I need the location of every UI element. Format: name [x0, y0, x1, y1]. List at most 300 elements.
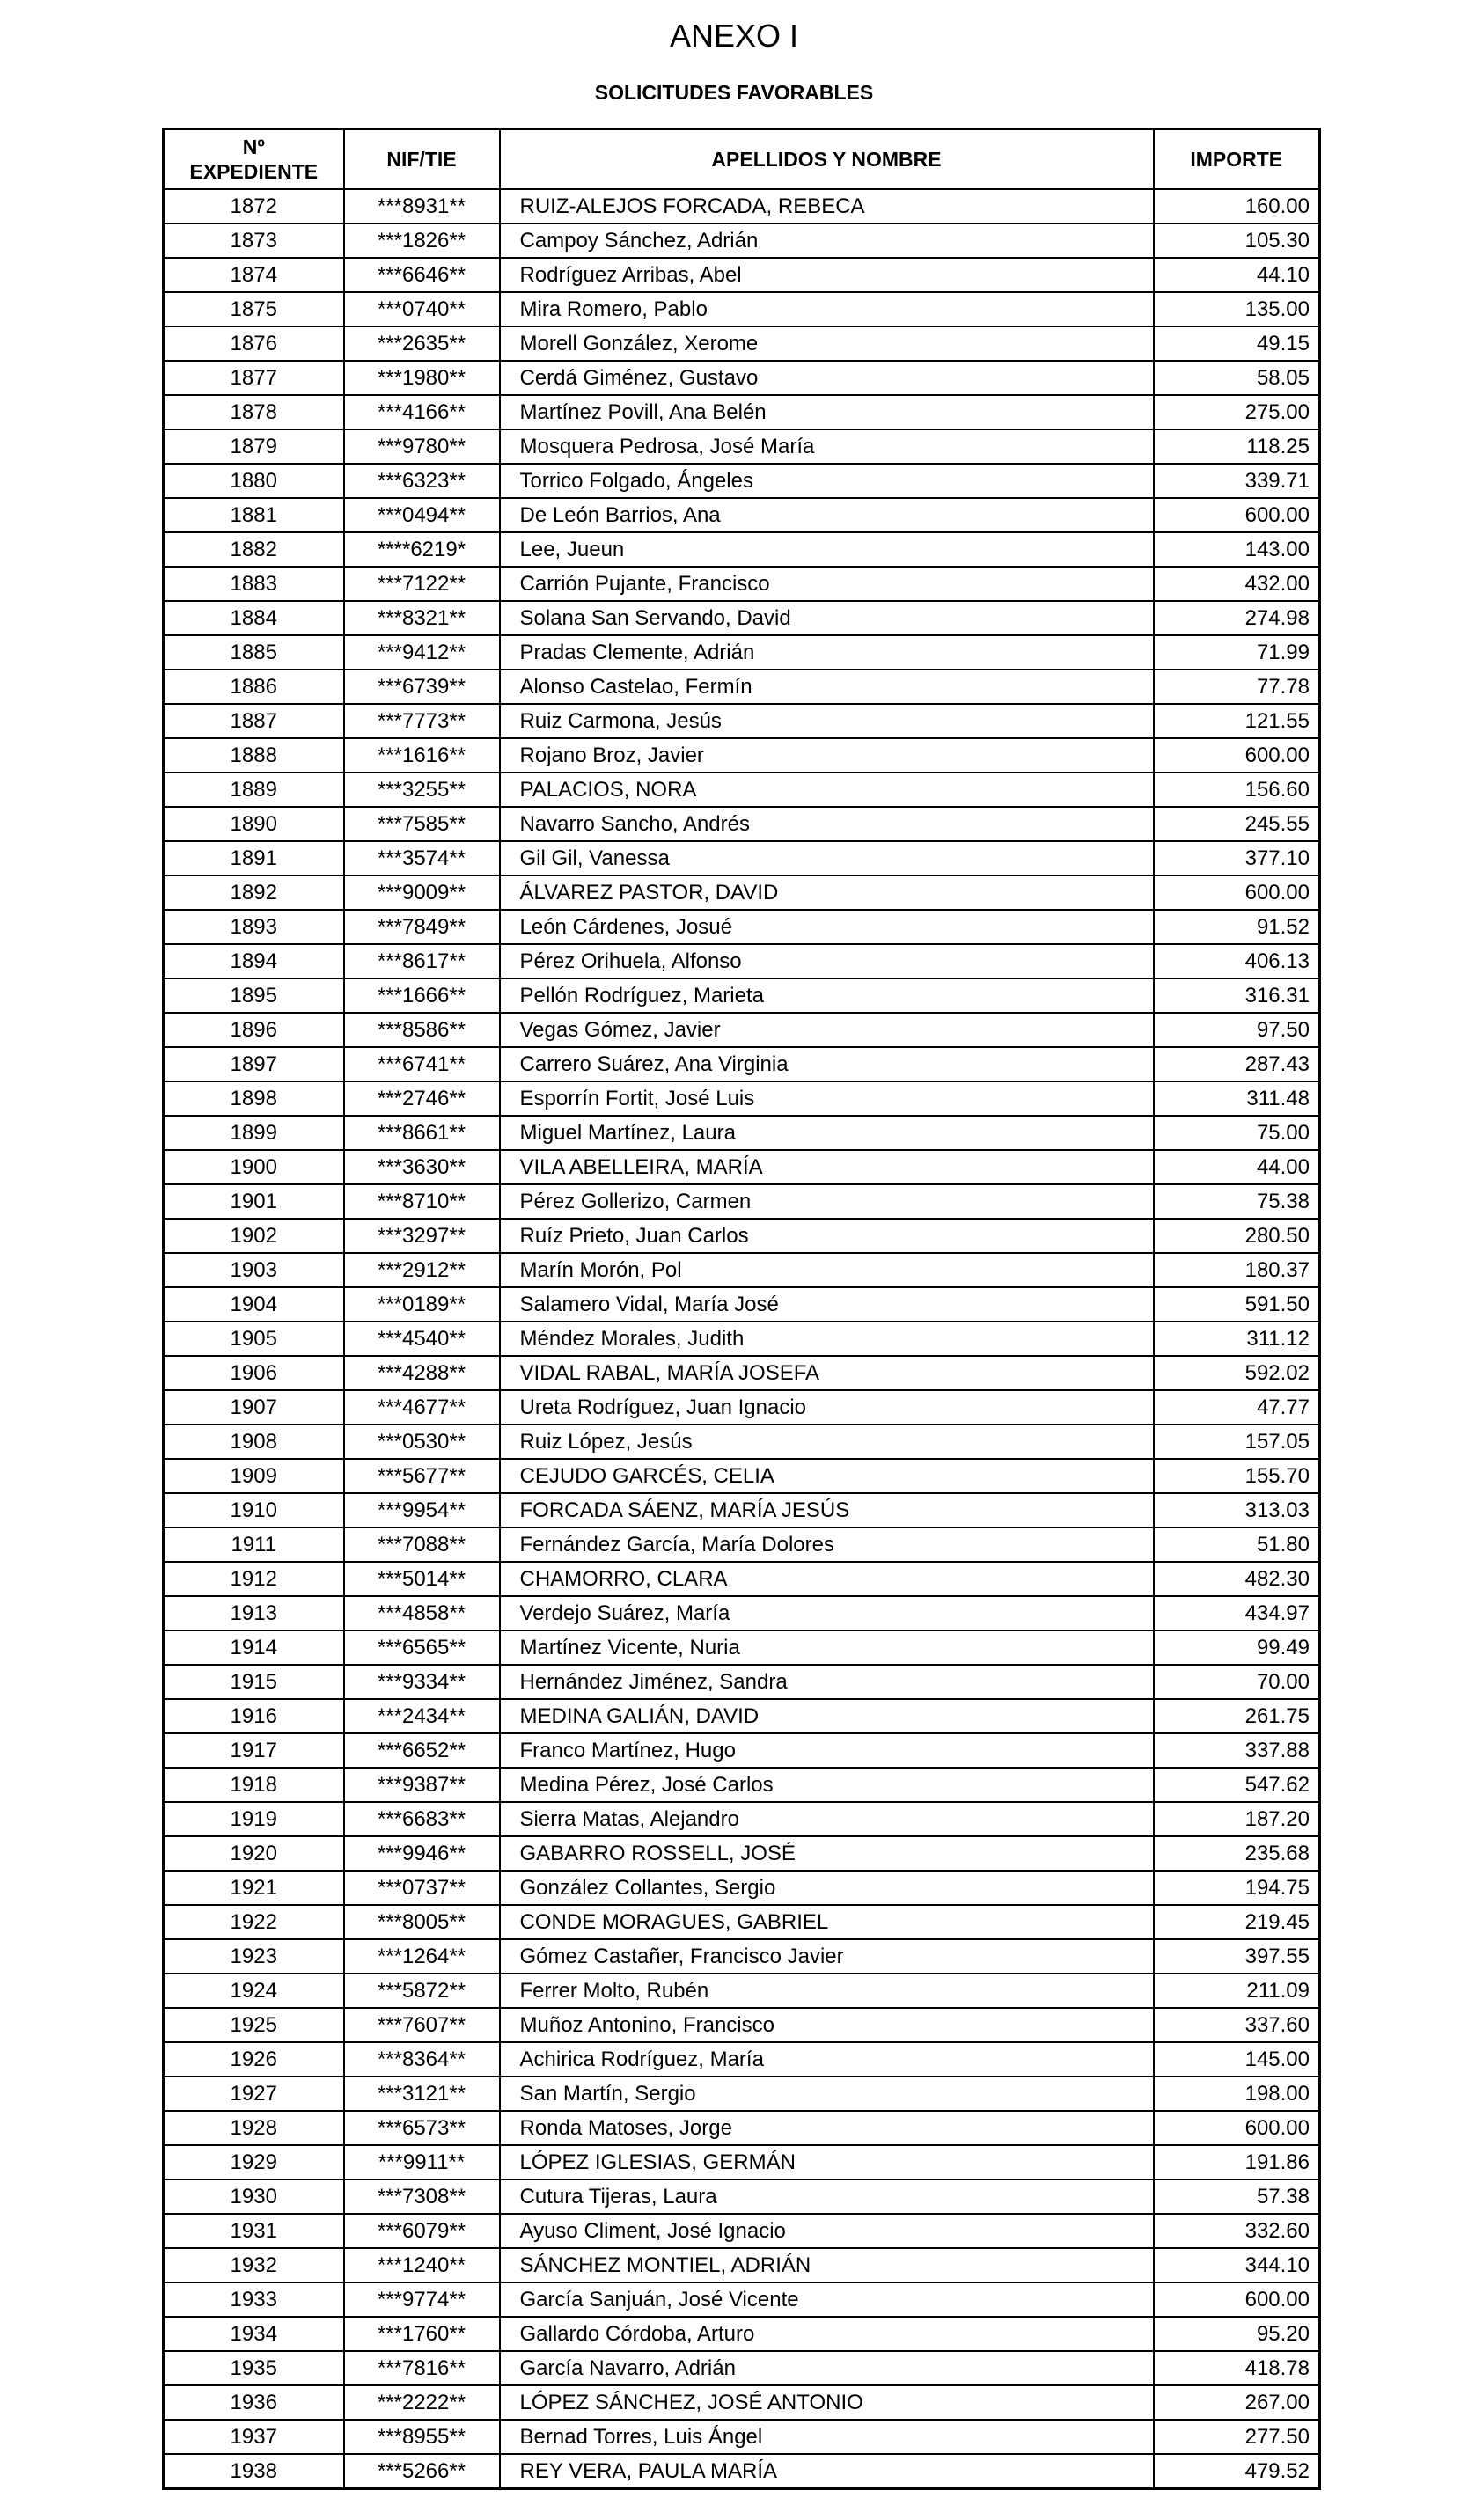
cell-expediente: 1893	[164, 910, 344, 944]
cell-nombre: Morell González, Xerome	[500, 326, 1154, 361]
cell-nombre: Navarro Sancho, Andrés	[500, 807, 1154, 841]
cell-importe: 592.02	[1154, 1356, 1320, 1390]
cell-importe: 547.62	[1154, 1768, 1320, 1802]
table-row	[164, 361, 1320, 395]
cell-importe: 44.10	[1154, 258, 1320, 292]
cell-expediente: 1892	[164, 875, 344, 910]
cell-importe: 135.00	[1154, 292, 1320, 326]
table-row	[164, 258, 1320, 292]
cell-nif: ***9780**	[344, 429, 500, 464]
header-expediente	[164, 129, 344, 190]
cell-nif: ***5677**	[344, 1459, 500, 1493]
cell-nif: ***6565**	[344, 1630, 500, 1665]
table-row	[164, 1974, 1320, 2008]
cell-nombre: Ruíz Prieto, Juan Carlos	[500, 1219, 1154, 1253]
cell-nif: ***4166**	[344, 395, 500, 429]
cell-importe: 187.20	[1154, 1802, 1320, 1836]
cell-expediente: 1876	[164, 326, 344, 361]
table-row	[164, 2454, 1320, 2489]
table-row	[164, 1150, 1320, 1184]
table-row	[164, 1630, 1320, 1665]
cell-expediente: 1915	[164, 1665, 344, 1699]
table-row	[164, 978, 1320, 1013]
table-row	[164, 1939, 1320, 1974]
cell-nombre: Gallardo Córdoba, Arturo	[500, 2317, 1154, 2351]
cell-nombre: Ruiz Carmona, Jesús	[500, 704, 1154, 738]
table-row	[164, 2282, 1320, 2317]
cell-nombre: PALACIOS, NORA	[500, 773, 1154, 807]
cell-expediente: 1907	[164, 1390, 344, 1425]
cell-nombre: VIDAL RABAL, MARÍA JOSEFA	[500, 1356, 1154, 1390]
cell-importe: 49.15	[1154, 326, 1320, 361]
cell-expediente: 1922	[164, 1905, 344, 1939]
cell-importe: 339.71	[1154, 464, 1320, 498]
cell-nombre: Pérez Gollerizo, Carmen	[500, 1184, 1154, 1219]
table-row	[164, 223, 1320, 258]
cell-nif: ***0740**	[344, 292, 500, 326]
cell-importe: 332.60	[1154, 2214, 1320, 2248]
cell-nombre: Mira Romero, Pablo	[500, 292, 1154, 326]
cell-importe: 287.43	[1154, 1047, 1320, 1081]
cell-nombre: Martínez Vicente, Nuria	[500, 1630, 1154, 1665]
cell-nombre: CHAMORRO, CLARA	[500, 1562, 1154, 1596]
table-row	[164, 1047, 1320, 1081]
cell-nif: ***7122**	[344, 567, 500, 601]
cell-importe: 51.80	[1154, 1527, 1320, 1562]
cell-nif: ***6652**	[344, 1733, 500, 1768]
cell-nombre: REY VERA, PAULA MARÍA	[500, 2454, 1154, 2489]
cell-expediente: 1898	[164, 1081, 344, 1116]
cell-importe: 591.50	[1154, 1287, 1320, 1322]
cell-importe: 377.10	[1154, 841, 1320, 875]
header-nif: NIF/TIE	[344, 129, 500, 190]
cell-nif: ***9954**	[344, 1493, 500, 1527]
cell-importe: 274.98	[1154, 601, 1320, 635]
cell-expediente: 1921	[164, 1871, 344, 1905]
cell-expediente: 1926	[164, 2042, 344, 2077]
table-row	[164, 807, 1320, 841]
cell-nif: ***4858**	[344, 1596, 500, 1630]
cell-nif: ***9774**	[344, 2282, 500, 2317]
table-row	[164, 1493, 1320, 1527]
cell-nombre: Bernad Torres, Luis Ángel	[500, 2420, 1154, 2454]
cell-expediente: 1884	[164, 601, 344, 635]
table-row	[164, 2385, 1320, 2420]
cell-nif: ***2434**	[344, 1699, 500, 1733]
cell-expediente: 1918	[164, 1768, 344, 1802]
table-row	[164, 944, 1320, 978]
cell-nombre: Rodríguez Arribas, Abel	[500, 258, 1154, 292]
cell-nif: ***8661**	[344, 1116, 500, 1150]
cell-nombre: MEDINA GALIÁN, DAVID	[500, 1699, 1154, 1733]
cell-expediente: 1889	[164, 773, 344, 807]
cell-nif: ***9412**	[344, 635, 500, 670]
cell-importe: 313.03	[1154, 1493, 1320, 1527]
header-expediente-line2: EXPEDIENTE	[189, 160, 319, 183]
cell-nombre: Gómez Castañer, Francisco Javier	[500, 1939, 1154, 1974]
table-row	[164, 1219, 1320, 1253]
cell-nif: ***6323**	[344, 464, 500, 498]
cell-expediente: 1891	[164, 841, 344, 875]
cell-expediente: 1880	[164, 464, 344, 498]
table-body	[164, 189, 1320, 2489]
cell-importe: 600.00	[1154, 875, 1320, 910]
cell-nombre: Ayuso Climent, José Ignacio	[500, 2214, 1154, 2248]
cell-expediente: 1919	[164, 1802, 344, 1836]
cell-nif: ***4677**	[344, 1390, 500, 1425]
cell-expediente: 1875	[164, 292, 344, 326]
table-row	[164, 429, 1320, 464]
cell-expediente: 1872	[164, 189, 344, 223]
cell-nombre: Verdejo Suárez, María	[500, 1596, 1154, 1630]
cell-importe: 600.00	[1154, 738, 1320, 773]
cell-expediente: 1923	[164, 1939, 344, 1974]
cell-importe: 406.13	[1154, 944, 1320, 978]
cell-expediente: 1905	[164, 1322, 344, 1356]
cell-importe: 160.00	[1154, 189, 1320, 223]
table-row	[164, 2179, 1320, 2214]
header-importe: IMPORTE	[1154, 129, 1320, 190]
cell-nombre: Rojano Broz, Javier	[500, 738, 1154, 773]
cell-nif: ***0530**	[344, 1425, 500, 1459]
cell-nombre: Ferrer Molto, Rubén	[500, 1974, 1154, 2008]
table-row	[164, 2317, 1320, 2351]
cell-importe: 482.30	[1154, 1562, 1320, 1596]
table-row	[164, 2214, 1320, 2248]
cell-importe: 75.38	[1154, 1184, 1320, 1219]
cell-nif: ***9911**	[344, 2145, 500, 2179]
table-row	[164, 2111, 1320, 2145]
cell-expediente: 1899	[164, 1116, 344, 1150]
table-row	[164, 292, 1320, 326]
table-header-row	[164, 129, 1320, 190]
cell-nif: ***8617**	[344, 944, 500, 978]
cell-importe: 275.00	[1154, 395, 1320, 429]
cell-importe: 267.00	[1154, 2385, 1320, 2420]
cell-nif: ***3255**	[344, 773, 500, 807]
cell-expediente: 1874	[164, 258, 344, 292]
cell-nombre: Carrión Pujante, Francisco	[500, 567, 1154, 601]
cell-nombre: Alonso Castelao, Fermín	[500, 670, 1154, 704]
cell-nif: ***5014**	[344, 1562, 500, 1596]
cell-expediente: 1873	[164, 223, 344, 258]
table-row	[164, 2077, 1320, 2111]
table-row	[164, 1322, 1320, 1356]
cell-expediente: 1877	[164, 361, 344, 395]
cell-nombre: Pellón Rodríguez, Marieta	[500, 978, 1154, 1013]
solicitudes-table	[162, 128, 1321, 2490]
cell-importe: 434.97	[1154, 1596, 1320, 1630]
cell-nombre: Miguel Martínez, Laura	[500, 1116, 1154, 1150]
cell-importe: 261.75	[1154, 1699, 1320, 1733]
cell-importe: 75.00	[1154, 1116, 1320, 1150]
table-row	[164, 635, 1320, 670]
cell-importe: 397.55	[1154, 1939, 1320, 1974]
cell-nif: ***0737**	[344, 1871, 500, 1905]
cell-nombre: Marín Morón, Pol	[500, 1253, 1154, 1287]
cell-nif: ***1616**	[344, 738, 500, 773]
table-row	[164, 875, 1320, 910]
table-row	[164, 2248, 1320, 2282]
cell-nif: ***1666**	[344, 978, 500, 1013]
cell-expediente: 1931	[164, 2214, 344, 2248]
cell-nif: ***9946**	[344, 1836, 500, 1871]
cell-expediente: 1885	[164, 635, 344, 670]
cell-expediente: 1935	[164, 2351, 344, 2385]
header-expediente-line1: Nº	[242, 136, 265, 158]
cell-expediente: 1888	[164, 738, 344, 773]
cell-nif: ***6573**	[344, 2111, 500, 2145]
cell-expediente: 1881	[164, 498, 344, 532]
cell-importe: 316.31	[1154, 978, 1320, 1013]
cell-nombre: LÓPEZ SÁNCHEZ, JOSÉ ANTONIO	[500, 2385, 1154, 2420]
cell-nombre: García Sanjuán, José Vicente	[500, 2282, 1154, 2317]
cell-nombre: Vegas Gómez, Javier	[500, 1013, 1154, 1047]
cell-nombre: Ronda Matoses, Jorge	[500, 2111, 1154, 2145]
table-row	[164, 1013, 1320, 1047]
cell-nif: ***3574**	[344, 841, 500, 875]
cell-importe: 311.48	[1154, 1081, 1320, 1116]
cell-importe: 77.78	[1154, 670, 1320, 704]
cell-nif: ***8955**	[344, 2420, 500, 2454]
cell-nif: ***6079**	[344, 2214, 500, 2248]
cell-nombre: De León Barrios, Ana	[500, 498, 1154, 532]
cell-importe: 118.25	[1154, 429, 1320, 464]
cell-importe: 44.00	[1154, 1150, 1320, 1184]
cell-importe: 280.50	[1154, 1219, 1320, 1253]
cell-nif: ***2912**	[344, 1253, 500, 1287]
cell-expediente: 1878	[164, 395, 344, 429]
cell-nombre: Cutura Tijeras, Laura	[500, 2179, 1154, 2214]
table-row	[164, 841, 1320, 875]
cell-expediente: 1902	[164, 1219, 344, 1253]
cell-expediente: 1932	[164, 2248, 344, 2282]
cell-importe: 70.00	[1154, 1665, 1320, 1699]
cell-importe: 180.37	[1154, 1253, 1320, 1287]
cell-nif: ***7088**	[344, 1527, 500, 1562]
cell-expediente: 1916	[164, 1699, 344, 1733]
cell-importe: 47.77	[1154, 1390, 1320, 1425]
cell-nif: ***3630**	[344, 1150, 500, 1184]
cell-expediente: 1936	[164, 2385, 344, 2420]
cell-expediente: 1925	[164, 2008, 344, 2042]
cell-nombre: SÁNCHEZ MONTIEL, ADRIÁN	[500, 2248, 1154, 2282]
cell-nif: ***9009**	[344, 875, 500, 910]
table-row	[164, 1905, 1320, 1939]
table-row	[164, 601, 1320, 635]
cell-importe: 57.38	[1154, 2179, 1320, 2214]
cell-importe: 71.99	[1154, 635, 1320, 670]
cell-nombre: García Navarro, Adrián	[500, 2351, 1154, 2385]
cell-nif: ***9334**	[344, 1665, 500, 1699]
cell-nombre: González Collantes, Sergio	[500, 1871, 1154, 1905]
cell-nif: ***2746**	[344, 1081, 500, 1116]
cell-nif: ***6739**	[344, 670, 500, 704]
table-row	[164, 1562, 1320, 1596]
cell-importe: 211.09	[1154, 1974, 1320, 2008]
cell-nombre: San Martín, Sergio	[500, 2077, 1154, 2111]
cell-expediente: 1887	[164, 704, 344, 738]
table-row	[164, 773, 1320, 807]
cell-importe: 155.70	[1154, 1459, 1320, 1493]
cell-expediente: 1897	[164, 1047, 344, 1081]
table-row	[164, 1287, 1320, 1322]
cell-nif: ***6741**	[344, 1047, 500, 1081]
cell-nombre: Ureta Rodríguez, Juan Ignacio	[500, 1390, 1154, 1425]
cell-expediente: 1903	[164, 1253, 344, 1287]
cell-nif: ***3121**	[344, 2077, 500, 2111]
cell-expediente: 1929	[164, 2145, 344, 2179]
cell-expediente: 1908	[164, 1425, 344, 1459]
cell-expediente: 1913	[164, 1596, 344, 1630]
cell-expediente: 1879	[164, 429, 344, 464]
cell-nif: ***4540**	[344, 1322, 500, 1356]
table-row	[164, 1390, 1320, 1425]
cell-nombre: Cerdá Giménez, Gustavo	[500, 361, 1154, 395]
cell-importe: 432.00	[1154, 567, 1320, 601]
table-row	[164, 567, 1320, 601]
cell-nif: ***0189**	[344, 1287, 500, 1322]
cell-importe: 121.55	[1154, 704, 1320, 738]
cell-nif: ***6646**	[344, 258, 500, 292]
cell-nif: ***8586**	[344, 1013, 500, 1047]
cell-importe: 156.60	[1154, 773, 1320, 807]
cell-nombre: Méndez Morales, Judith	[500, 1322, 1154, 1356]
table-row	[164, 670, 1320, 704]
cell-nombre: Medina Pérez, José Carlos	[500, 1768, 1154, 1802]
cell-importe: 600.00	[1154, 2111, 1320, 2145]
cell-expediente: 1920	[164, 1836, 344, 1871]
header-nombre: APELLIDOS Y NOMBRE	[500, 129, 1154, 190]
cell-expediente: 1928	[164, 2111, 344, 2145]
cell-expediente: 1896	[164, 1013, 344, 1047]
cell-nif: ***1240**	[344, 2248, 500, 2282]
table-row	[164, 1802, 1320, 1836]
cell-expediente: 1934	[164, 2317, 344, 2351]
table-row	[164, 464, 1320, 498]
cell-importe: 600.00	[1154, 2282, 1320, 2317]
table-row	[164, 326, 1320, 361]
cell-importe: 97.50	[1154, 1013, 1320, 1047]
cell-importe: 219.45	[1154, 1905, 1320, 1939]
cell-expediente: 1938	[164, 2454, 344, 2489]
table-row	[164, 1425, 1320, 1459]
cell-importe: 194.75	[1154, 1871, 1320, 1905]
cell-expediente: 1910	[164, 1493, 344, 1527]
cell-expediente: 1895	[164, 978, 344, 1013]
table-row	[164, 1836, 1320, 1871]
cell-nombre: Torrico Folgado, Ángeles	[500, 464, 1154, 498]
cell-nif: ***8321**	[344, 601, 500, 635]
cell-nif: ***8710**	[344, 1184, 500, 1219]
cell-nif: ***8364**	[344, 2042, 500, 2077]
table-row	[164, 738, 1320, 773]
cell-nif: ***1760**	[344, 2317, 500, 2351]
cell-importe: 245.55	[1154, 807, 1320, 841]
cell-nombre: Achirica Rodríguez, María	[500, 2042, 1154, 2077]
cell-nombre: FORCADA SÁENZ, MARÍA JESÚS	[500, 1493, 1154, 1527]
table-row	[164, 1184, 1320, 1219]
cell-nif: ***6683**	[344, 1802, 500, 1836]
cell-nif: ***7308**	[344, 2179, 500, 2214]
table-row	[164, 1116, 1320, 1150]
cell-expediente: 1900	[164, 1150, 344, 1184]
table-row	[164, 1081, 1320, 1116]
cell-importe: 105.30	[1154, 223, 1320, 258]
cell-nombre: CEJUDO GARCÉS, CELIA	[500, 1459, 1154, 1493]
cell-expediente: 1930	[164, 2179, 344, 2214]
cell-nombre: Campoy Sánchez, Adrián	[500, 223, 1154, 258]
cell-nif: ***7773**	[344, 704, 500, 738]
cell-nombre: Salamero Vidal, María José	[500, 1287, 1154, 1322]
cell-nombre: Fernández García, María Dolores	[500, 1527, 1154, 1562]
cell-nif: ***4288**	[344, 1356, 500, 1390]
cell-importe: 337.60	[1154, 2008, 1320, 2042]
table-row	[164, 1527, 1320, 1562]
cell-nif: ***1264**	[344, 1939, 500, 1974]
cell-nif: ***3297**	[344, 1219, 500, 1253]
cell-importe: 235.68	[1154, 1836, 1320, 1871]
cell-expediente: 1882	[164, 532, 344, 567]
cell-nombre: GABARRO ROSSELL, JOSÉ	[500, 1836, 1154, 1871]
cell-importe: 344.10	[1154, 2248, 1320, 2282]
cell-nombre: Carrero Suárez, Ana Virginia	[500, 1047, 1154, 1081]
cell-nombre: Lee, Jueun	[500, 532, 1154, 567]
cell-expediente: 1904	[164, 1287, 344, 1322]
cell-nif: ***7585**	[344, 807, 500, 841]
document-title: ANEXO I	[669, 18, 799, 54]
cell-importe: 145.00	[1154, 2042, 1320, 2077]
cell-expediente: 1890	[164, 807, 344, 841]
cell-nif: ***2635**	[344, 326, 500, 361]
table-row	[164, 910, 1320, 944]
cell-nombre: Martínez Povill, Ana Belén	[500, 395, 1154, 429]
cell-nif: ***8931**	[344, 189, 500, 223]
cell-nombre: Gil Gil, Vanessa	[500, 841, 1154, 875]
cell-nif: ***5266**	[344, 2454, 500, 2489]
cell-nombre: Muñoz Antonino, Francisco	[500, 2008, 1154, 2042]
table-row	[164, 1733, 1320, 1768]
cell-importe: 157.05	[1154, 1425, 1320, 1459]
cell-nombre: VILA ABELLEIRA, MARÍA	[500, 1150, 1154, 1184]
cell-nif: ***7607**	[344, 2008, 500, 2042]
cell-nif: ***2222**	[344, 2385, 500, 2420]
table-row	[164, 189, 1320, 223]
table-row	[164, 2420, 1320, 2454]
cell-nombre: LÓPEZ IGLESIAS, GERMÁN	[500, 2145, 1154, 2179]
table-row	[164, 2008, 1320, 2042]
cell-nombre: ÁLVAREZ PASTOR, DAVID	[500, 875, 1154, 910]
cell-nif: ***9387**	[344, 1768, 500, 1802]
cell-importe: 479.52	[1154, 2454, 1320, 2489]
cell-expediente: 1901	[164, 1184, 344, 1219]
cell-expediente: 1937	[164, 2420, 344, 2454]
cell-importe: 99.49	[1154, 1630, 1320, 1665]
cell-nif: ***8005**	[344, 1905, 500, 1939]
cell-expediente: 1933	[164, 2282, 344, 2317]
table-row	[164, 395, 1320, 429]
cell-importe: 91.52	[1154, 910, 1320, 944]
table-row	[164, 498, 1320, 532]
cell-expediente: 1917	[164, 1733, 344, 1768]
cell-nif: ***1980**	[344, 361, 500, 395]
cell-nombre: Pradas Clemente, Adrián	[500, 635, 1154, 670]
cell-expediente: 1883	[164, 567, 344, 601]
cell-expediente: 1912	[164, 1562, 344, 1596]
table-row	[164, 2042, 1320, 2077]
table-row	[164, 532, 1320, 567]
cell-importe: 198.00	[1154, 2077, 1320, 2111]
